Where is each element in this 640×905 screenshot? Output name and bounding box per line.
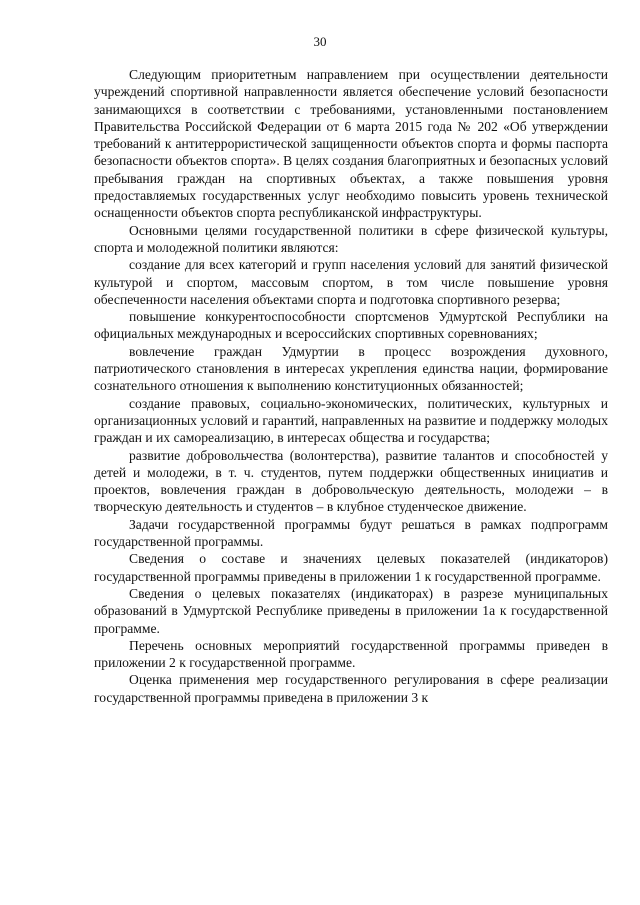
paragraph-safety-priority: Следующим приоритетным направлением при осуществлении деятельности учреждений спортивной направленности является обеспечение условий безопасности занимающихся в соответствии с требованиями, установленными постановлением Правительства Российской Федерации от 6 марта 2015 года № 202 «Об утверждении требований к антитеррористической защищенности объектов спорта и формы паспорта безопасности объектов спорта». В целях создания благоприятных и безопасных условий пребывания граждан на спортивных объектах, а также повышения уровня предоставляемых государственных услуг необходимо повысить уровень технической оснащенности объектов спорта республиканской инфраструктуры. — [94, 67, 608, 221]
paragraph-regulation-appendix-3: Оценка применения мер государственного регулирования в сфере реализации государственной программы приведена в приложении 3 к — [94, 672, 608, 705]
paragraph-tasks: Задачи государственной программы будут решаться в рамках подпрограмм государственной программы. — [94, 516, 608, 550]
document-body — [94, 66, 608, 706]
paragraph-goal-youth-conditions: создание правовых, социально-экономических, политических, культурных и организационных условий и гарантий, направленных на развитие и поддержку молодых граждан и их самореализацию, в интересах общества и государства; — [94, 395, 608, 446]
paragraph-goal-competitiveness: повышение конкурентоспособности спортсменов Удмуртской Республики на официальных международных и всероссийских спортивных соревнованиях; — [94, 309, 608, 342]
paragraph-goal-sports-conditions: создание для всех категорий и групп населения условий для занятий физической культурой и спортом, массовым спортом, в том числе повышение уровня обеспеченности населения объектами спорта и подготовка спортивного резерва; — [94, 257, 608, 307]
paragraph-policy-goals-intro: Основными целями государственной политики в сфере физической культуры, спорта и молодежной политики являются: — [94, 222, 608, 255]
paragraph-indicators-appendix-1a: Сведения о целевых показателях (индикаторах) в разрезе муниципальных образований в Удмуртской Республике приведены в приложении 1а к государственной программе. — [94, 585, 608, 636]
paragraph-indicators-appendix-1: Сведения о составе и значениях целевых показателей (индикаторов) государственной программы приведены в приложении 1 к государственной программе. — [94, 551, 608, 584]
paragraph-activities-appendix-2: Перечень основных мероприятий государственной программы приведен в приложении 2 к государственной программе. — [94, 637, 608, 671]
paragraph-goal-patriotic: вовлечение граждан Удмуртии в процесс возрождения духовного, патриотического становления в интересах укрепления единства нации, формирование сознательного отношения к выполнению конституционных обязанностей; — [94, 343, 608, 394]
paragraph-goal-volunteering: развитие добровольчества (волонтерства), развитие талантов и способностей у детей и молодежи, в т. ч. студентов, путем поддержки общественных инициатив и проектов, вовлечения граждан в добровольческую деятельность, молодежи – в творческую деятельность и студентов – в клубное студенческое движение. — [94, 447, 608, 515]
page-number: 30 — [313, 34, 327, 49]
